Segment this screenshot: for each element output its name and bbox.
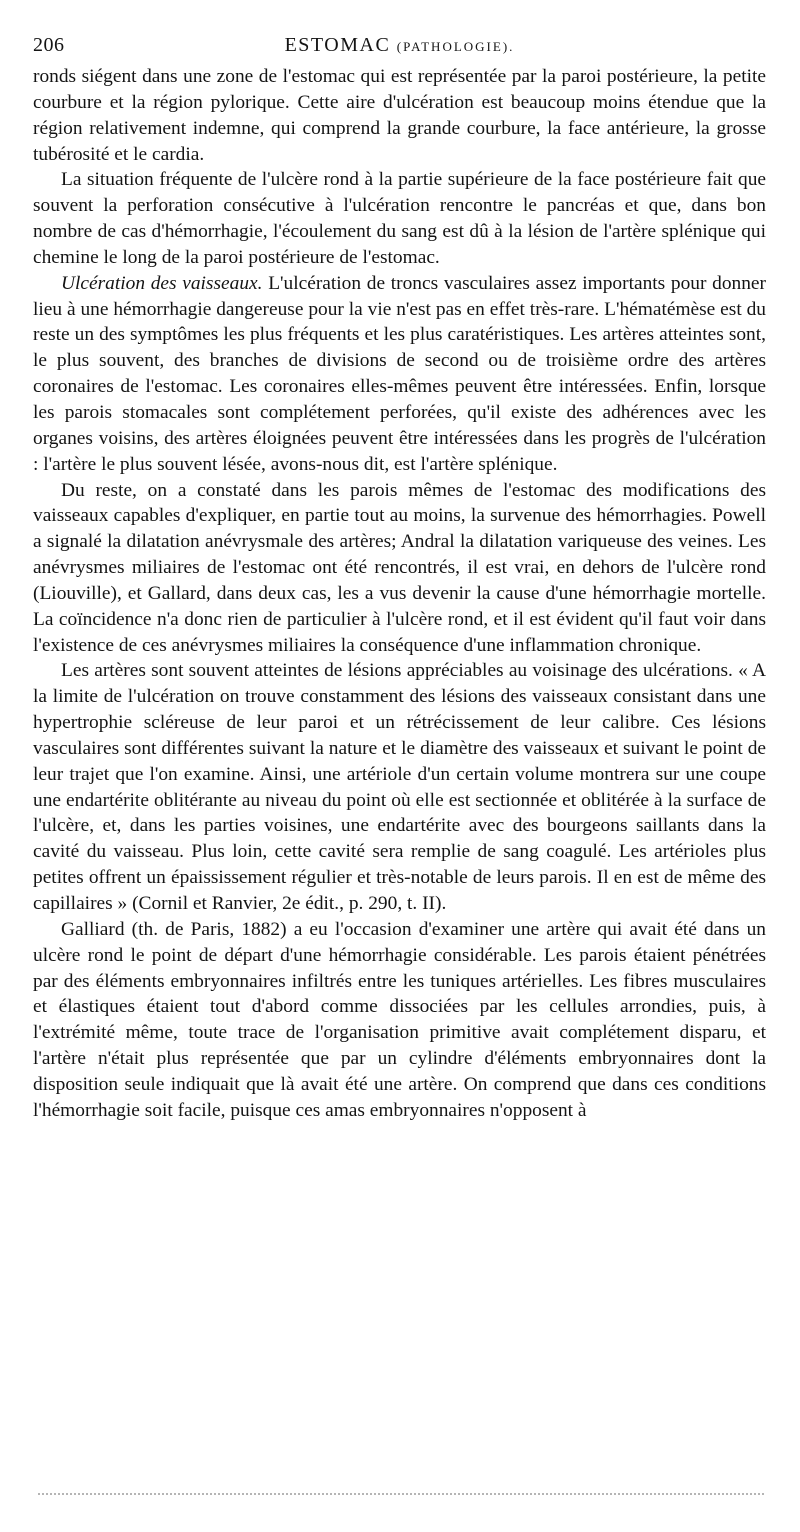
body-text	[33, 64, 766, 1124]
paragraph	[33, 271, 766, 478]
page-header	[33, 32, 766, 58]
paragraph: La situation fréquente de l'ulcère rond à la partie supérieure de la face postérieure fait que souvent la perforation consécutive à l'ulcération rencontre le pancréas et que, dans bon nombre de cas d'hémorrhagie, l'écoulement du sang est dû à la lésion de l'artère splénique qui chemine le long de la paroi postérieure de l'estomac.	[33, 169, 766, 268]
running-title	[33, 32, 766, 60]
footer-rule	[38, 1493, 764, 1495]
paragraph-continued: ronds siégent dans une zone de l'estomac qui est représentée par la paroi postérieure, la petite courbure et la région pylorique. Cette aire d'ulcération est beaucoup moins étendue que la région relativement indemne, qui comprend la grande courbure, la face antérieure, la grosse tubérosité et le cardia.	[33, 66, 766, 165]
paragraph: Les artères sont souvent atteintes de lésions appréciables au voisinage des ulcérations. « A la limite de l'ulcération on trouve constamment des lésions des vaisseaux consistant dans une hypertrophie scléreuse de leur paroi et un rétrécissement de leur calibre. Ces lésions vasculaires sont différentes suivant la nature et le diamètre des vaisseaux et suivant le point de leur trajet que l'on examine. Ainsi, une artériole d'un certain volume montrera sur une coupe une endartérite oblitérante au niveau du point où elle est sectionnée et oblitérée à la surface de l'ulcère, et, dans les parties voisines, une endartérite avec des bourgeons saillants dans la cavité du vaisseau. Plus loin, cette cavité sera remplie de sang coagulé. Les artérioles plus petites offrent un épaississement régulier et très-notable de leurs parois. Il en est de même des capillaires » (Cornil et Ranvier, 2e édit., p. 290, t. II).	[33, 660, 766, 914]
running-title-main: ESTOMAC	[284, 34, 391, 56]
page-number: 206	[33, 34, 65, 56]
paragraph: Du reste, on a constaté dans les parois mêmes de l'estomac des modifications des vaisseaux capables d'expliquer, en partie tout au moins, la survenue des hémorrhagies. Powell a signalé la dilatation anévrysmale des artères; Andral la dilatation variqueuse des veines. Les anévrysmes miliaires de l'estomac ont été rencontrés, il est vrai, en dehors de l'ulcère rond (Liouville), et Gallard, dans deux cas, les a vus devenir la cause d'une hémorrhagie mortelle. La coïncidence n'a donc rien de particulier à l'ulcère rond, et il est évident qu'il faut voir dans l'existence de ces anévrysmes miliaires la conséquence d'une inflammation chronique.	[33, 479, 766, 656]
paragraph-body: L'ulcération de troncs vasculaires assez importants pour donner lieu à une hémorrhagie dangereuse pour la vie n'est pas en effet très-rare. L'hématémèse est du reste un des symptômes les plus fréquents et les plus caratéristiques. Les artères atteintes sont, le plus souvent, des branches de divisions de second ou de troisième ordre des artères coronaires de l'estomac. Les coronaires elles-mêmes peuvent être intéressées. Enfin, lorsque les parois stomacales sont complétement perforées, qu'il existe des adhérences avec les organes voisins, des artères éloignées peuvent être intéressées dans les progrès de l'ulcération : l'artère le plus souvent lésée, avons-nous dit, est l'artère splénique.	[33, 272, 766, 475]
section-lead: Ulcération des vaisseaux.	[61, 272, 263, 294]
book-page	[33, 0, 766, 1532]
paragraph: Galliard (th. de Paris, 1882) a eu l'occasion d'examiner une artère qui avait été dans un ulcère rond le point de départ d'une hémorrhagie considérable. Les parois étaient pénétrées par des éléments embryonnaires infiltrés entre les tuniques artérielles. Les fibres musculaires et élastiques étaient tout d'abord comme dissociées par les cellules arrondies, puis, à l'extrémité même, toute trace de l'organisation primitive avait complétement disparu, et l'artère n'était plus représentée que par un cylindre d'éléments embryonnaires dont la disposition seule indiquait que là avait été une artère. On comprend que dans ces conditions l'hémorrhagie soit facile, puisque ces amas embryonnaires n'opposent à	[33, 918, 766, 1121]
running-title-sub: (PATHOLOGIE).	[396, 39, 515, 54]
